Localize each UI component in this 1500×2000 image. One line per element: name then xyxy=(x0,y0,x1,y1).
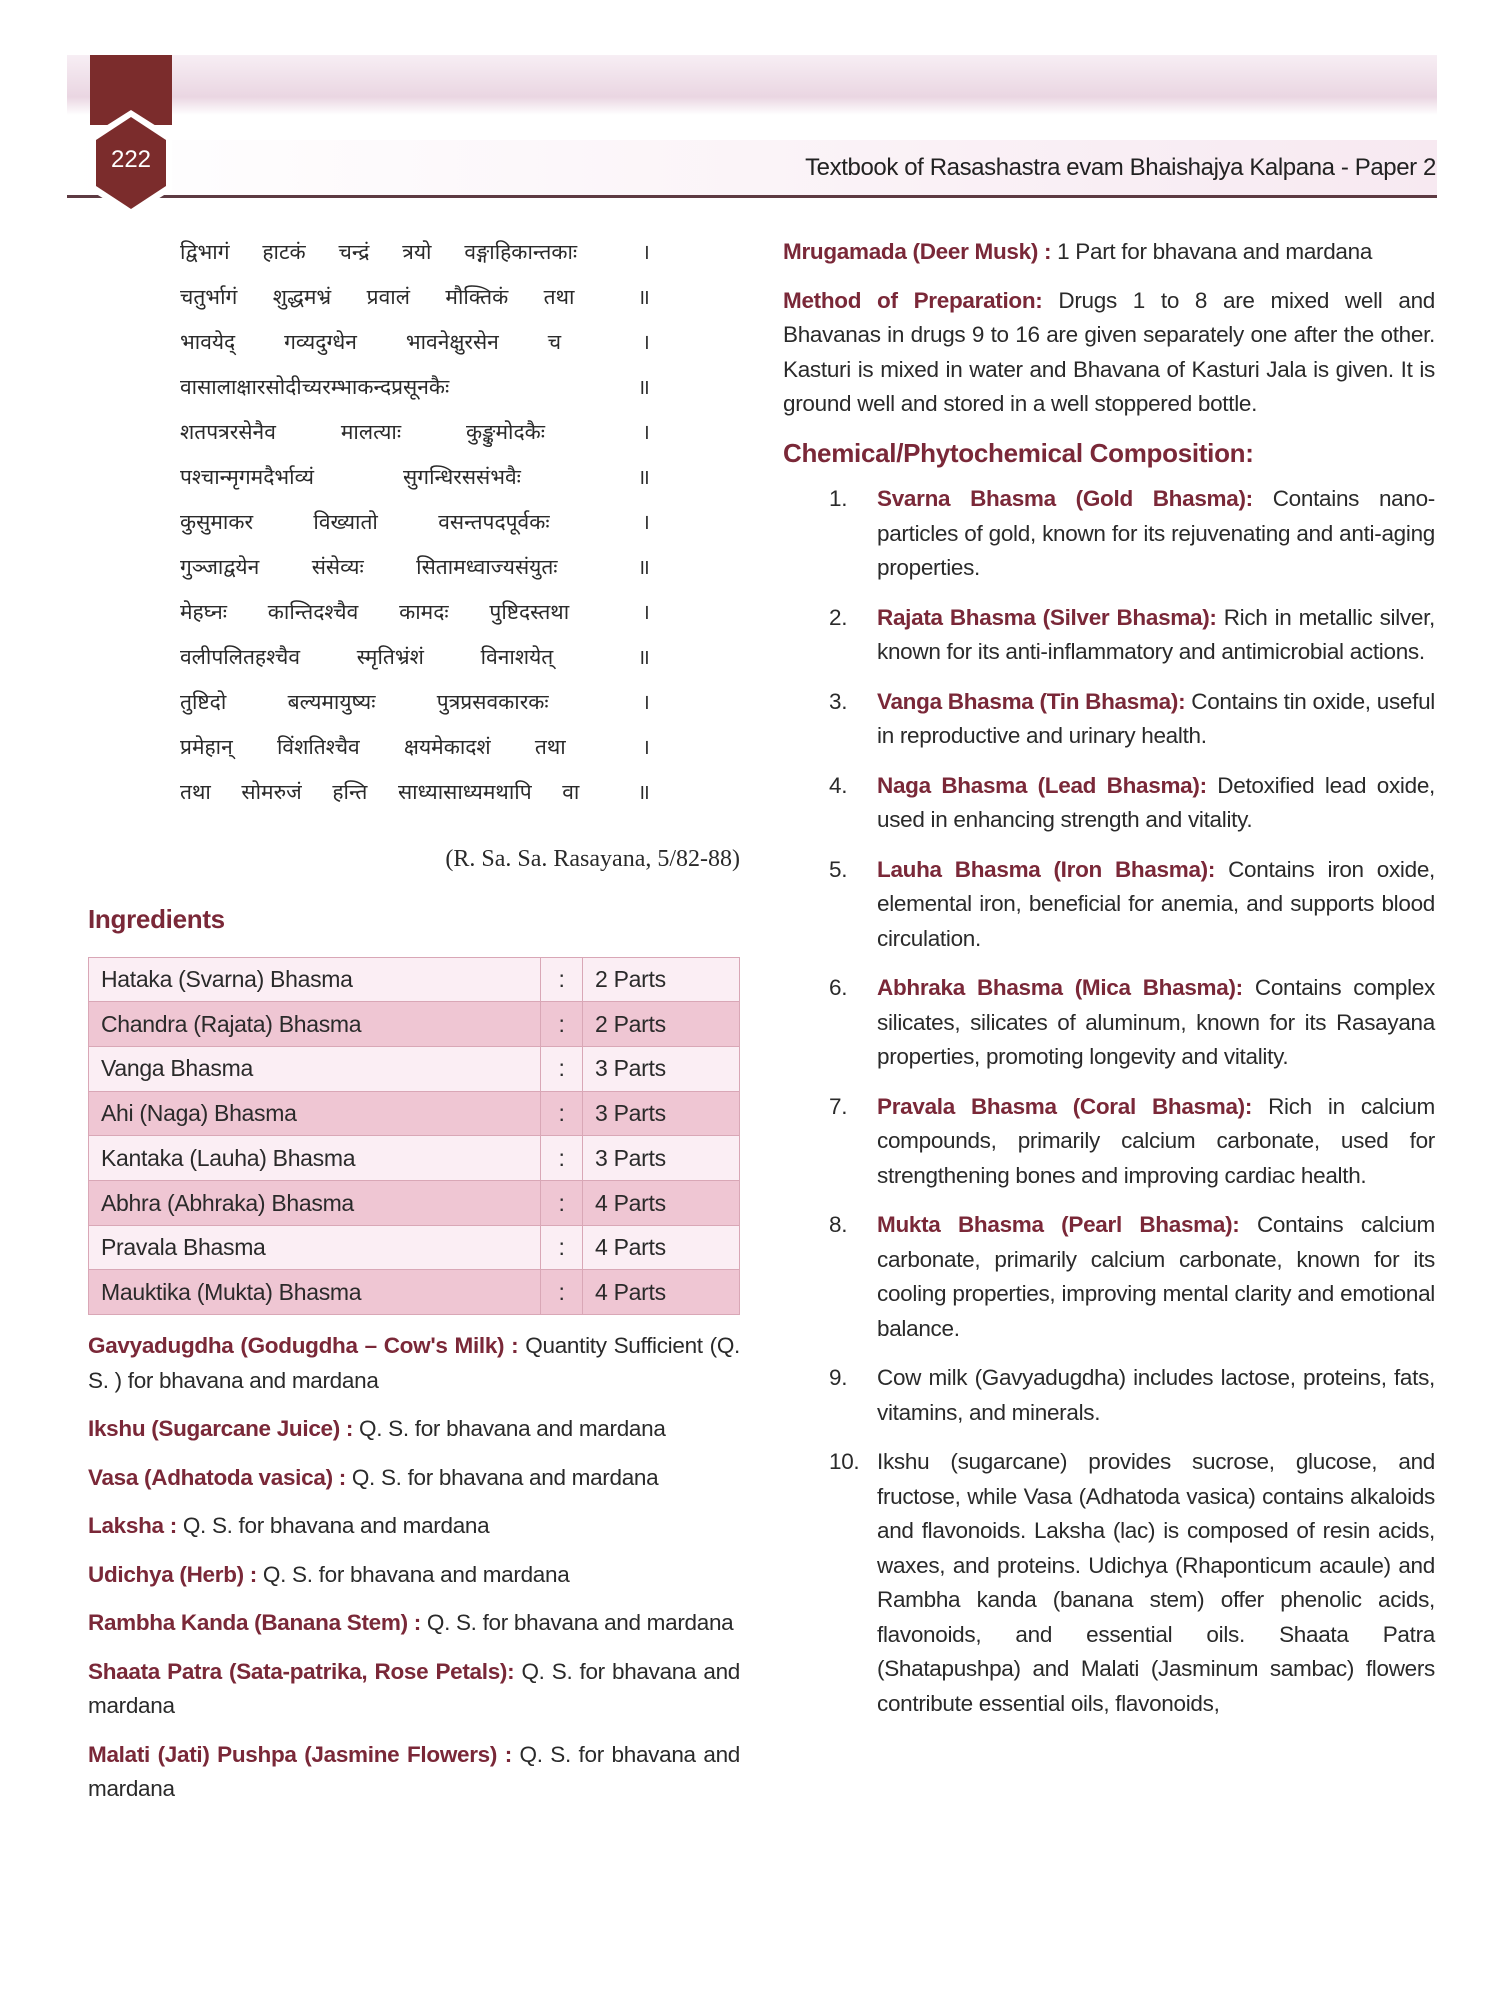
verse-word: बल्यमायुष्यः xyxy=(287,690,376,714)
list-item xyxy=(783,1208,1435,1346)
item-description: Ikshu (sugarcane) provides sucrose, glucose, and fructose, while Vasa (Adhatoda vasica) contains alkaloids and flavonoids. Laksha (lac) is composed of resin acids, waxes, and proteins. Udichya (Rhaponticum acaule) and Rambha kanda (banana stem) offer phenolic acids, flavonoids, and essential oils. Shaata Patra (Shatapushpa) and Malati (Jasminum sambac) flowers contribute essential oils, flavonoids, xyxy=(877,1449,1435,1716)
verse-line xyxy=(180,320,650,365)
term-label: Udichya (Herb) : xyxy=(88,1561,257,1587)
item-text xyxy=(877,1208,1435,1346)
item-number: 1. xyxy=(829,486,848,511)
item-term: Pravala Bhasma (Coral Bhasma): xyxy=(877,1093,1253,1119)
separator: : xyxy=(541,1180,583,1225)
table-row xyxy=(89,1225,740,1270)
term-description: Q. S. for bhavana and mardana xyxy=(88,1741,740,1801)
item-text xyxy=(877,685,1435,754)
ingredient-name: Vanga Bhasma xyxy=(89,1046,541,1091)
term-description: Q. S. for bhavana and mardana xyxy=(88,1658,741,1718)
term-label: Vasa (Adhatoda vasica) : xyxy=(88,1464,346,1490)
ingredient-name: Pravala Bhasma xyxy=(89,1225,541,1270)
separator: : xyxy=(541,1225,583,1270)
table-row xyxy=(89,1136,740,1181)
verse-word: कुसुमाकर xyxy=(180,510,254,534)
list-item xyxy=(783,971,1435,1075)
running-title: Textbook of Rasashastra evam Bhaishajya Kalpana - Paper 2 xyxy=(805,154,1436,181)
item-text xyxy=(877,1090,1435,1194)
table-row xyxy=(89,1046,740,1091)
verse-word: पश्चान्मृगमदैर्भाव्यं xyxy=(180,465,314,489)
verse-word: हन्ति xyxy=(332,780,368,804)
item-description: Contains nano-particles of gold, known for its rejuvenating and anti-aging properties. xyxy=(877,486,1436,580)
verse-word: गव्यदुग्धेन xyxy=(284,330,357,354)
verse-line xyxy=(180,590,650,635)
verse-word: वङ्गाहिकान्तकाः xyxy=(464,240,578,264)
verse-danda: । xyxy=(642,510,650,534)
item-text xyxy=(877,1445,1435,1721)
verse-word: मौक्तिकं xyxy=(445,285,509,309)
verse-word: पुत्रप्रसवकारकः xyxy=(436,690,549,714)
item-text xyxy=(877,482,1435,586)
item-term: Mukta Bhasma (Pearl Bhasma): xyxy=(877,1212,1240,1237)
item-text xyxy=(877,769,1435,838)
verse-word: च xyxy=(547,330,562,354)
verse-word: शतपत्ररसेनैव xyxy=(180,420,276,444)
term-label: Mrugamada (Deer Musk) : xyxy=(783,239,1052,264)
composition-list xyxy=(783,482,1435,1721)
ingredient-quantity: 2 Parts xyxy=(583,957,740,1002)
item-number: 3. xyxy=(829,688,848,714)
table-row xyxy=(89,1091,740,1136)
verse-word: कामदः xyxy=(399,600,449,624)
item-number: 10. xyxy=(829,1449,860,1474)
item-description: Contains tin oxide, useful in reproductive and urinary health. xyxy=(877,688,1435,748)
item-number: 8. xyxy=(829,1212,848,1237)
item-number: 4. xyxy=(829,772,848,798)
item-description: Rich in calcium compounds, primarily calcium carbonate, used for strengthening bones and improving cardiac health. xyxy=(877,1093,1435,1188)
verse-word: सितामध्वाज्यसंयुतः xyxy=(416,555,558,579)
item-term: Vanga Bhasma (Tin Bhasma): xyxy=(877,688,1186,714)
verse-line xyxy=(180,680,650,725)
list-item xyxy=(783,769,1435,838)
term-label: Shaata Patra (Sata-patrika, Rose Petals): xyxy=(88,1658,515,1684)
verse-word: भावयेद् xyxy=(180,330,236,354)
term-description: Q. S. for bhavana and mardana xyxy=(176,1513,490,1538)
ingredient-quantity: 2 Parts xyxy=(583,1002,740,1047)
term-label: Ikshu (Sugarcane Juice) : xyxy=(88,1416,354,1441)
term-label: Gavyadugdha (Godugdha – Cow's Milk) : xyxy=(88,1333,519,1358)
item-term: Lauha Bhasma (Iron Bhasma): xyxy=(877,856,1216,882)
separator: : xyxy=(541,1002,583,1047)
verse-line xyxy=(180,455,650,500)
verse-word: चन्द्रं xyxy=(338,240,370,264)
verse-word: विनाशयेत् xyxy=(480,645,554,669)
table-row xyxy=(89,1270,740,1315)
item-description: Cow milk (Gavyadugdha) includes lactose, proteins, fats, vitamins, and minerals. xyxy=(877,1365,1435,1425)
page-number: 222 xyxy=(110,146,152,173)
table-row xyxy=(89,1002,740,1047)
ingredient-name: Kantaka (Lauha) Bhasma xyxy=(89,1136,541,1181)
verse-citation: (R. Sa. Sa. Rasayana, 5/82-88) xyxy=(445,846,740,872)
list-item xyxy=(783,1361,1435,1430)
verse-word: पुष्टिदस्तथा xyxy=(489,600,570,624)
verse-line xyxy=(180,725,650,770)
verse-danda: ॥ xyxy=(637,375,650,399)
item-number: 2. xyxy=(829,604,848,630)
list-item xyxy=(783,601,1435,670)
verse-word: वा xyxy=(562,780,580,804)
item-term: Naga Bhasma (Lead Bhasma): xyxy=(877,772,1207,798)
composition-heading: Chemical/Phytochemical Composition: xyxy=(783,437,1254,468)
verse-word: प्रवालं xyxy=(366,285,410,309)
item-number: 9. xyxy=(829,1365,848,1390)
term-description: Q. S. for bhavana and mardana xyxy=(256,1561,570,1587)
list-item xyxy=(783,853,1435,957)
list-item xyxy=(783,482,1435,586)
ingredients-heading: Ingredients xyxy=(88,904,225,934)
verse-danda: ॥ xyxy=(637,465,650,489)
separator: : xyxy=(541,1270,583,1315)
list-item xyxy=(783,685,1435,754)
verse-line xyxy=(180,365,650,410)
paragraph xyxy=(88,1412,740,1447)
item-description: Detoxified lead oxide, used in enhancing strength and vitality. xyxy=(877,772,1435,832)
verse-line xyxy=(180,230,650,275)
item-text xyxy=(877,853,1435,957)
verse-word: चतुर्भागं xyxy=(180,285,238,309)
paragraph xyxy=(783,284,1435,422)
paragraph xyxy=(783,235,1435,270)
verse-word: वलीपलितहश्चैव xyxy=(180,645,301,669)
ingredient-quantity: 3 Parts xyxy=(583,1136,740,1181)
verse-word: मेहघ्नः xyxy=(180,600,227,624)
table-row xyxy=(89,957,740,1002)
verse-word: तथा xyxy=(543,285,575,309)
verse-word: तथा xyxy=(180,780,211,804)
term-description: Q. S. for bhavana and mardana xyxy=(420,1610,734,1635)
ingredient-name: Mauktika (Mukta) Bhasma xyxy=(89,1270,541,1315)
ingredient-name: Hataka (Svarna) Bhasma xyxy=(89,957,541,1002)
verse-word: वसन्तपदपूर्वकः xyxy=(438,510,550,534)
verse-word: तुष्टिदो xyxy=(180,690,227,714)
verse-danda: । xyxy=(642,690,650,714)
paragraph xyxy=(88,1461,740,1496)
paragraph xyxy=(88,1738,740,1807)
verse-line xyxy=(180,275,650,320)
ingredients-table xyxy=(88,957,740,1316)
separator: : xyxy=(541,1091,583,1136)
ingredient-name: Abhra (Abhraka) Bhasma xyxy=(89,1180,541,1225)
header-rule xyxy=(67,195,1437,198)
term-label: Malati (Jati) Pushpa (Jasmine Flowers) : xyxy=(88,1741,512,1767)
verse-danda: । xyxy=(642,330,650,354)
verse-word: शुद्धमभ्रं xyxy=(272,285,332,309)
separator: : xyxy=(541,1136,583,1181)
ingredient-quantity: 4 Parts xyxy=(583,1225,740,1270)
ingredient-name: Chandra (Rajata) Bhasma xyxy=(89,1002,541,1047)
item-description: Contains complex silicates, silicates of aluminum, known for its Rasayana properties, promoting longevity and vitality. xyxy=(877,975,1435,1069)
verse-word: संसेव्यः xyxy=(311,555,364,579)
ingredient-quantity: 4 Parts xyxy=(583,1180,740,1225)
verse-word: तथा xyxy=(534,735,566,759)
header-band xyxy=(67,55,1437,115)
verse-word: सोमरुजं xyxy=(241,780,302,804)
verse-danda: । xyxy=(642,420,650,444)
paragraph xyxy=(88,1655,740,1724)
item-text xyxy=(877,1361,1435,1430)
verse-danda: ॥ xyxy=(637,645,650,669)
paragraph xyxy=(88,1606,740,1641)
verse-word: सुगन्धिरससंभवैः xyxy=(403,465,521,489)
item-text xyxy=(877,971,1435,1075)
term-description: Quantity Sufficient (Q. S. ) for bhavana and mardana xyxy=(88,1333,741,1393)
item-term: Abhraka Bhasma (Mica Bhasma): xyxy=(877,975,1243,1000)
list-item xyxy=(783,1090,1435,1194)
verse-word: त्रयो xyxy=(402,240,432,264)
verse-line xyxy=(180,500,650,545)
term-description: Q. S. for bhavana and mardana xyxy=(345,1464,659,1490)
item-text xyxy=(877,601,1435,670)
verse-word: प्रमेहान् xyxy=(180,735,233,759)
verse-word: विंशतिश्चैव xyxy=(276,735,360,759)
verse-danda: ॥ xyxy=(637,285,650,309)
verse-line xyxy=(180,770,650,815)
verse-word: स्मृतिभ्रंशं xyxy=(356,645,424,669)
verse-word: क्षयमेकादशं xyxy=(403,735,491,759)
verse-word: भावनेक्षुरसेन xyxy=(405,330,499,354)
item-description: Contains iron oxide, elemental iron, beneficial for anemia, and supports blood circulation. xyxy=(877,856,1435,951)
paragraph xyxy=(88,1329,740,1398)
verse-word: कान्तिदश्चैव xyxy=(267,600,359,624)
verse-danda: । xyxy=(641,735,650,759)
item-description: Rich in metallic silver, known for its anti-inflammatory and antimicrobial actions. xyxy=(877,604,1436,664)
item-number: 5. xyxy=(829,856,848,882)
term-description: Q. S. for bhavana and mardana xyxy=(353,1416,666,1441)
ingredient-quantity: 3 Parts xyxy=(583,1091,740,1136)
verse-danda: । xyxy=(641,600,650,624)
item-description: Contains calcium carbonate, primarily calcium carbonate, known for its cooling properties, improving mental clarity and emotional balance. xyxy=(877,1212,1435,1341)
paragraph xyxy=(88,1509,740,1544)
verse-danda: ॥ xyxy=(637,555,650,579)
ingredient-quantity: 4 Parts xyxy=(583,1270,740,1315)
verse-danda: ॥ xyxy=(637,780,650,804)
term-description: Drugs 1 to 8 are mixed well and Bhavanas in drugs 9 to 16 are given separately one after the other. Kasturi is mixed in water and Bhavana of Kasturi Jala is given. It is ground well and stored in a well stoppered bottle. xyxy=(783,287,1435,416)
verse-line xyxy=(180,410,650,455)
verse-word: कुङ्कुमोदकैः xyxy=(466,420,545,444)
table-row xyxy=(89,1180,740,1225)
term-description: 1 Part for bhavana and mardana xyxy=(1051,239,1373,264)
term-label: Method of Preparation: xyxy=(783,287,1043,313)
verse-line xyxy=(180,635,650,680)
item-term: Rajata Bhasma (Silver Bhasma): xyxy=(877,604,1217,630)
term-label: Laksha : xyxy=(88,1513,177,1538)
list-item xyxy=(783,1445,1435,1721)
paragraph xyxy=(88,1558,740,1593)
ingredient-name: Ahi (Naga) Bhasma xyxy=(89,1091,541,1136)
item-number: 7. xyxy=(829,1093,848,1119)
verse-word: मालत्याः xyxy=(340,420,402,444)
verse-word: गुञ्जाद्वयेन xyxy=(180,555,260,579)
sanskrit-verse xyxy=(180,230,650,815)
verse-word: हाटकं xyxy=(262,240,306,264)
left-column xyxy=(88,902,740,1821)
item-term: Svarna Bhasma (Gold Bhasma): xyxy=(877,486,1253,511)
right-column xyxy=(783,235,1435,1736)
verse-word: द्विभागं xyxy=(180,240,230,264)
item-number: 6. xyxy=(829,975,848,1000)
separator: : xyxy=(541,1046,583,1091)
ingredient-quantity: 3 Parts xyxy=(583,1046,740,1091)
separator: : xyxy=(541,957,583,1002)
verse-word: साध्यासाध्यमथापि xyxy=(397,780,532,804)
verse-word: वासालाक्षारसोदीच्यरम्भाकन्दप्रसूनकैः xyxy=(180,375,450,399)
verse-line xyxy=(180,545,650,590)
verse-danda: । xyxy=(641,240,650,264)
term-label: Rambha Kanda (Banana Stem) : xyxy=(88,1610,421,1635)
verse-word: विख्यातो xyxy=(313,510,378,534)
